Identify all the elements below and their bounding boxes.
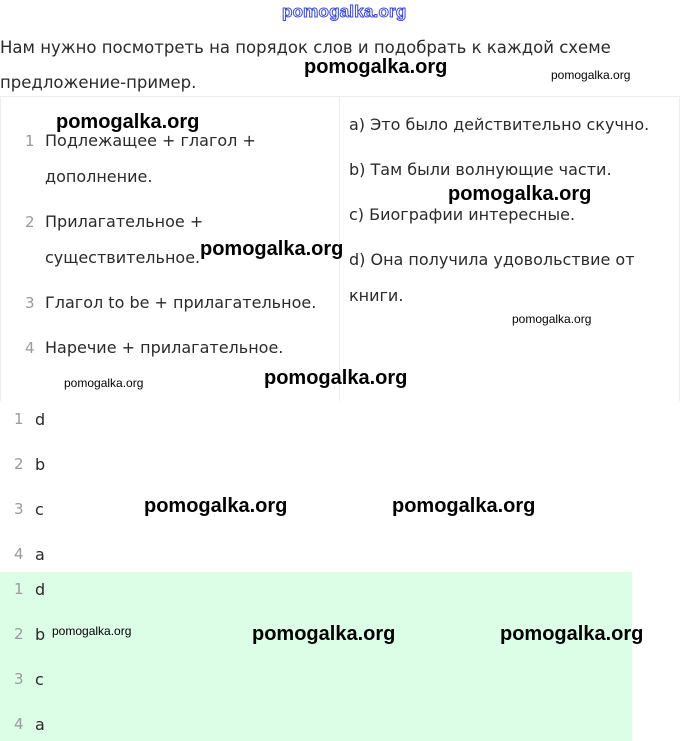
answer-value: d [35,580,46,599]
correct-answer-row [0,702,632,741]
scheme-text: Прилагательное + существительное. [45,212,204,267]
correct-answers-block [0,572,632,741]
answer-number: 4 [14,545,24,563]
answer-row [0,442,632,487]
scheme-number: 4 [25,339,35,357]
watermark: pomogalka.org [56,111,200,133]
answer-value: c [35,670,44,689]
watermark: pomogalka.org [200,238,344,260]
watermark: pomogalka.org [448,183,592,205]
scheme-text: Наречие + прилагательное. [45,338,284,357]
answer-number: 1 [14,580,24,598]
correct-answer-row [0,657,632,702]
answer-value: d [35,410,46,429]
option-a: a) Это было действительно скучно. [349,115,650,134]
watermark: pomogalka.org [304,56,448,78]
watermark: pomogalka.org [264,367,408,389]
option-b: b) Там были волнующие части. [349,160,612,179]
option-c: c) Биографии интересные. [349,205,576,224]
scheme-number: 3 [25,294,35,312]
answer-number: 2 [14,455,24,473]
answer-value: a [35,715,45,734]
scheme-item [1,285,331,321]
answer-number: 3 [14,670,24,688]
watermark: pomogalka.org [512,312,592,326]
answer-number: 1 [14,410,24,428]
answer-number: 4 [14,715,24,733]
watermark: pomogalka.org [500,623,644,645]
answer-row [0,397,632,442]
watermark: pomogalka.org [392,495,536,517]
watermark: pomogalka.org [144,495,288,517]
answer-row [0,487,632,532]
site-logo[interactable]: pomogalka.org [282,2,407,21]
answer-number: 3 [14,500,24,518]
answer-number: 2 [14,625,24,643]
options-column [339,97,680,401]
scheme-number: 2 [25,213,35,231]
watermark: pomogalka.org [551,68,631,82]
scheme-item [1,330,331,366]
answer-value: b [35,625,46,644]
watermark: pomogalka.org [64,376,144,390]
answer-value: a [35,545,45,564]
answer-value: c [35,500,44,519]
scheme-text: Подлежащее + глагол + дополнение. [45,131,256,186]
task-intro: Нам нужно посмотреть на порядок слов и подобрать к каждой схеме предложение-пример. [0,38,611,92]
option-d: d) Она получила удовольствие от книги. [349,250,635,305]
answer-value: b [35,455,46,474]
watermark: pomogalka.org [252,623,396,645]
watermark: pomogalka.org [52,624,132,638]
scheme-number: 1 [25,132,35,150]
correct-answer-row [0,567,632,612]
scheme-text: Глагол to be + прилагательное. [45,293,317,312]
